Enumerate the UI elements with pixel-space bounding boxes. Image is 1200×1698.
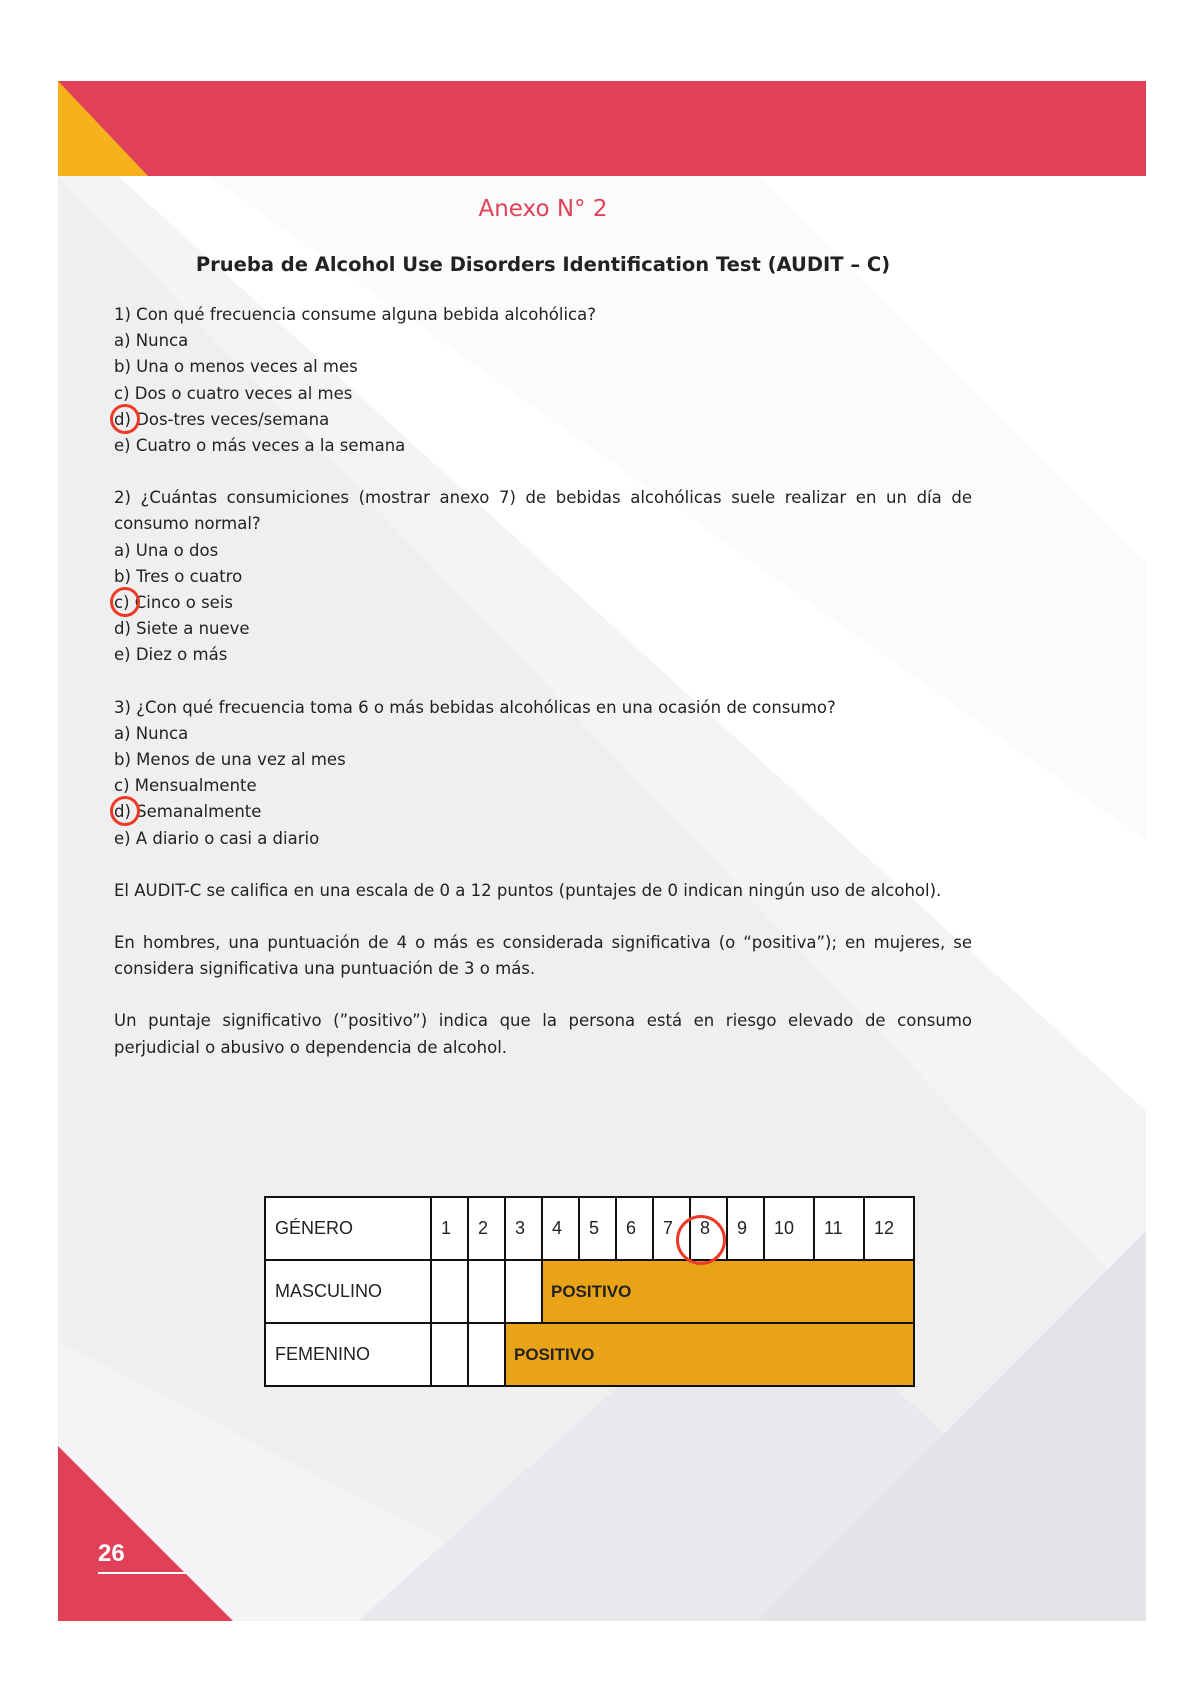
female-label: FEMENINO <box>265 1323 431 1386</box>
option-b: b) Una o menos veces al mes <box>114 357 358 377</box>
empty-cell <box>468 1260 505 1323</box>
option-c: c) Dos o cuatro veces al mes <box>114 383 353 403</box>
option-a: a) Nunca <box>114 723 189 743</box>
option-label: d) Semanalmente <box>114 802 262 822</box>
gender-header: GÉNERO <box>265 1197 431 1260</box>
option-d-selected <box>114 407 972 433</box>
male-label: MASCULINO <box>265 1260 431 1323</box>
threshold-paragraph: En hombres, una puntuación de 4 o más es considerada significativa (o “positiva”); en mujeres, se considera significativa una puntuación de 3 o más. <box>114 933 972 979</box>
question-text: 3) ¿Con qué frecuencia toma 6 o más bebidas alcohólicas en una ocasión de consumo? <box>114 697 836 717</box>
male-positive-range: POSITIVO <box>542 1260 914 1323</box>
question-3 <box>114 695 972 852</box>
score-cell-11: 11 <box>814 1197 864 1260</box>
annex-content <box>114 190 972 1087</box>
risk-paragraph: Un puntaje significativo (”positivo”) indica que la persona está en riesgo elevado de consumo perjudicial o abusivo o dependencia de alcohol. <box>114 1011 972 1057</box>
option-e: e) A diario o casi a diario <box>114 828 320 848</box>
score-header-row <box>265 1197 914 1260</box>
score-cell-7: 7 <box>653 1197 690 1260</box>
test-subtitle: Prueba de Alcohol Use Disorders Identification Test (AUDIT – C) <box>195 253 891 276</box>
option-a: a) Nunca <box>114 331 189 351</box>
score-cell-1: 1 <box>431 1197 468 1260</box>
selection-circle-mark <box>110 587 140 617</box>
male-row <box>265 1260 914 1323</box>
option-c: c) Mensualmente <box>114 776 257 796</box>
score-cell-3: 3 <box>505 1197 542 1260</box>
option-b: b) Menos de una vez al mes <box>114 750 346 770</box>
selection-circle-mark <box>110 796 140 826</box>
option-d-selected <box>114 799 972 825</box>
scoring-scale-paragraph: El AUDIT-C se califica en una escala de 0 a 12 puntos (puntajes de 0 indican ningún uso de alcohol). <box>114 880 942 900</box>
option-label: c) Cinco o seis <box>114 593 233 613</box>
empty-cell <box>431 1260 468 1323</box>
footer-corner-accent <box>58 1446 233 1621</box>
option-d: d) Siete a nueve <box>114 619 250 639</box>
score-cell-8-marked: 8 <box>690 1197 727 1260</box>
question-text: 2) ¿Cuántas consumiciones (mostrar anexo 7) de bebidas alcohólicas suele realizar en un día de consumo normal? <box>114 488 972 534</box>
score-cell-10: 10 <box>764 1197 814 1260</box>
header-corner-accent <box>58 81 153 176</box>
empty-cell <box>505 1260 542 1323</box>
female-row <box>265 1323 914 1386</box>
option-b: b) Tres o cuatro <box>114 566 243 586</box>
female-positive-range: POSITIVO <box>505 1323 914 1386</box>
score-cell-2: 2 <box>468 1197 505 1260</box>
audit-c-score-table <box>264 1196 915 1387</box>
score-cell-9: 9 <box>727 1197 764 1260</box>
empty-cell <box>468 1323 505 1386</box>
option-label: d) Dos-tres veces/semana <box>114 409 330 429</box>
empty-cell <box>431 1323 468 1386</box>
score-circle-mark <box>676 1215 726 1265</box>
selection-circle-mark <box>110 404 140 434</box>
score-cell-5: 5 <box>579 1197 616 1260</box>
option-e: e) Cuatro o más veces a la semana <box>114 436 406 456</box>
score-cell-6: 6 <box>616 1197 653 1260</box>
annex-title: Anexo N° 2 <box>478 196 608 222</box>
question-text: 1) Con qué frecuencia consume alguna bebida alcohólica? <box>114 305 596 324</box>
question-1 <box>114 302 972 459</box>
score-cell-12: 12 <box>864 1197 914 1260</box>
page-number: 26 <box>98 1540 188 1574</box>
header-bar <box>58 81 1146 176</box>
question-2 <box>114 485 972 668</box>
score-cell-4: 4 <box>542 1197 579 1260</box>
option-c-selected <box>114 590 972 616</box>
option-a: a) Una o dos <box>114 540 219 560</box>
option-e: e) Diez o más <box>114 645 228 665</box>
